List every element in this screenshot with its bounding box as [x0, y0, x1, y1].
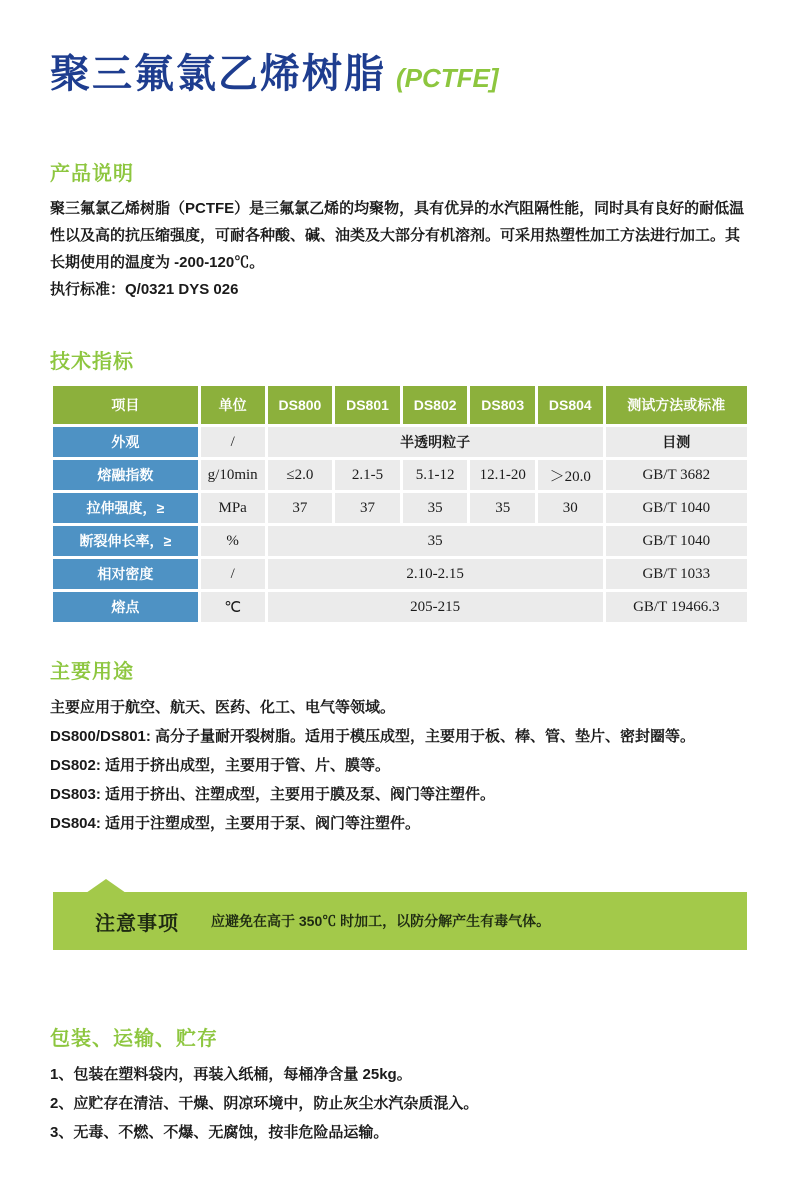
row-label: 熔点 [53, 592, 198, 622]
method-cell: 目测 [606, 427, 747, 457]
notice-text: 应避免在高于 350℃ 时加工，以防分解产生有毒气体。 [211, 913, 551, 929]
column-header-ds800: DS800 [268, 386, 333, 424]
value-cell: ≤2.0 [268, 460, 333, 490]
notice-heading: 注意事项 [95, 912, 179, 935]
value-cell: ＞20.0 [538, 460, 603, 490]
column-header-ds801: DS801 [335, 386, 400, 424]
column-header-ds803: DS803 [470, 386, 535, 424]
uses-line: DS804: 适用于注塑成型，主要用于泵、阀门等注塑件。 [50, 815, 421, 832]
unit-cell: MPa [201, 493, 265, 523]
unit-cell: % [201, 526, 265, 556]
method-cell: GB/T 1033 [606, 559, 747, 589]
unit-cell: ℃ [201, 592, 265, 622]
spec-table [50, 383, 750, 625]
product-title-abbreviation: (PCTFE] [396, 63, 499, 93]
execution-standard-text: 执行标准：Q/0321 DYS 026 [50, 281, 239, 298]
table-row-melting-point [53, 592, 747, 622]
value-cell: 5.1-12 [403, 460, 468, 490]
section-product-description [50, 157, 750, 303]
value-cell: 37 [335, 493, 400, 523]
section-technical-specs [50, 345, 750, 625]
unit-cell: / [201, 559, 265, 589]
unit-cell: / [201, 427, 265, 457]
table-row-tensile-strength [53, 493, 747, 523]
column-header-unit: 单位 [201, 386, 265, 424]
packaging-line: 1、包装在塑料袋内，再装入纸桶，每桶净含量 25kg。 [50, 1066, 412, 1083]
row-label: 拉伸强度，≥ [53, 493, 198, 523]
method-cell: GB/T 1040 [606, 493, 747, 523]
method-cell: GB/T 1040 [606, 526, 747, 556]
product-title: 聚三氟氯乙烯树脂 [50, 52, 386, 96]
row-label: 熔融指数 [53, 460, 198, 490]
packaging-line: 2、应贮存在清洁、干燥、阴凉环境中，防止灰尘水汽杂质混入。 [50, 1095, 479, 1112]
column-header-ds802: DS802 [403, 386, 468, 424]
table-row-relative-density [53, 559, 747, 589]
row-label: 外观 [53, 427, 198, 457]
section-main-uses [50, 655, 750, 838]
row-label: 相对密度 [53, 559, 198, 589]
column-header-ds804: DS804 [538, 386, 603, 424]
column-header-test-method: 测试方法或标准 [606, 386, 747, 424]
product-description-text: 聚三氟氯乙烯树脂（PCTFE）是三氟氯乙烯的均聚物，具有优异的水汽阻隔性能，同时具有良好的耐低温性以及高的抗压缩强度，可耐各种酸、碱、油类及大部分有机溶剂。可采用热塑性加工方法进行加工。其长期使用的温度为 -200-120℃。 [50, 200, 745, 271]
page-title [50, 0, 750, 99]
column-header-item: 项目 [53, 386, 198, 424]
packaging-line: 3、无毒、不燃、不爆、无腐蚀，按非危险品运输。 [50, 1124, 389, 1141]
uses-line: DS800/DS801: 高分子量耐开裂树脂。适用于模压成型，主要用于板、棒、管、垫片、密封圈等。 [50, 728, 696, 745]
uses-line: DS802: 适用于挤出成型，主要用于管、片、膜等。 [50, 757, 391, 774]
value-cell: 37 [268, 493, 333, 523]
uses-line: 主要应用于航空、航天、医药、化工、电气等领域。 [50, 699, 396, 716]
main-uses-heading: 主要用途 [50, 661, 134, 683]
table-row-elongation [53, 526, 747, 556]
notice-callout [53, 892, 747, 950]
value-cell: 35 [268, 526, 603, 556]
packaging-heading: 包装、运输、贮存 [50, 1028, 218, 1050]
unit-cell: g/10min [201, 460, 265, 490]
table-row-appearance [53, 427, 747, 457]
value-cell: 30 [538, 493, 603, 523]
table-row-melt-index [53, 460, 747, 490]
method-cell: GB/T 3682 [606, 460, 747, 490]
value-cell: 2.1-5 [335, 460, 400, 490]
method-cell: GB/T 19466.3 [606, 592, 747, 622]
section-packaging-storage [50, 1022, 750, 1147]
value-cell: 12.1-20 [470, 460, 535, 490]
row-label: 断裂伸长率，≥ [53, 526, 198, 556]
value-cell: 半透明粒子 [268, 427, 603, 457]
value-cell: 35 [470, 493, 535, 523]
spec-table-header-row [53, 386, 747, 424]
value-cell: 2.10-2.15 [268, 559, 603, 589]
uses-line: DS803: 适用于挤出、注塑成型，主要用于膜及泵、阀门等注塑件。 [50, 786, 496, 803]
product-description-heading: 产品说明 [50, 163, 134, 185]
technical-specs-heading: 技术指标 [50, 351, 134, 373]
value-cell: 205-215 [268, 592, 603, 622]
value-cell: 35 [403, 493, 468, 523]
